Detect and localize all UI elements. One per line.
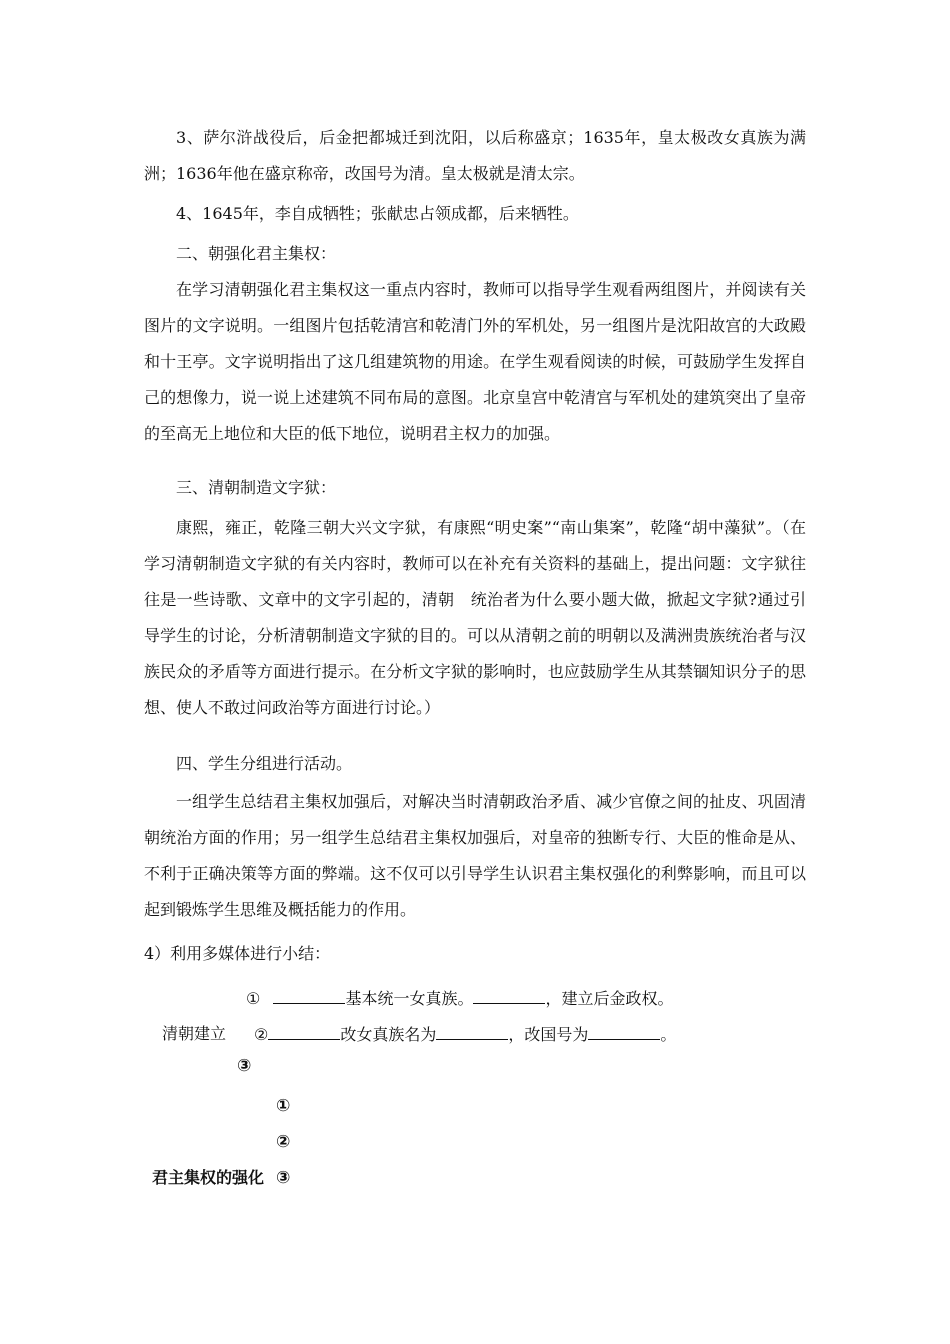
heading-section-2: 二、朝强化君主集权： — [176, 244, 337, 263]
summary-item-1 — [246, 988, 673, 1009]
item-1-text-b: ，建立后金政权。 — [545, 989, 674, 1008]
item-2-text-b: ，改国号为 — [508, 1025, 589, 1044]
blank-field — [273, 988, 345, 1004]
summary-item-2 — [254, 1024, 676, 1045]
group-2-item-3: ③ — [276, 1168, 291, 1188]
group-2-item-2: ② — [276, 1132, 291, 1152]
paragraph-section-3: 康熙，雍正，乾隆三朝大兴文字狱，有康熙“明史案”“南山集案”，乾隆“胡中藻狱”。（在学习清朝制造文字狱的有关内容时，教师可以在补充有关资料的基础上，提出问题：文字狱往往是一些诗歌、文章中的文字引起的，清朝 统治者为什么要小题大做，掀起文字狱?通过引导学生的讨论，分析清朝制造文字狱的目的。可以从清朝之前的明朝以及满洲贵族统治者与汉族民众的矛盾等方面进行提示。在分析文字狱的影响时，也应鼓励学生从其禁锢知识分子的思想、使人不敢过问政治等方面进行讨论。） — [144, 518, 806, 717]
paragraph-3: 3、萨尔浒战役后，后金把都城迁到沈阳，以后称盛京；1635年，皇太极改女真族为满洲；1636年他在盛京称帝，改国号为清。皇太极就是清太宗。 — [144, 128, 806, 183]
blank-field — [588, 1024, 660, 1040]
group-2-item-1: ① — [276, 1096, 291, 1116]
item-1-text-a: 基本统一女真族。 — [345, 989, 474, 1008]
item-2-text-a: 改女真族名为 — [340, 1025, 437, 1044]
paragraph-section-4: 一组学生总结君主集权加强后，对解决当时清朝政治矛盾、减少官僚之间的扯皮、巩固清朝统治方面的作用；另一组学生总结君主集权加强后，对皇帝的独断专行、大臣的惟命是从、不利于正确决策等方面的弊端。这不仅可以引导学生认识君主集权强化的利弊影响，而且可以起到锻炼学生思维及概括能力的作用。 — [144, 792, 806, 919]
heading-section-4: 四、学生分组进行活动。 — [176, 754, 353, 773]
paragraph-4: 4、1645年，李自成牺牲；张献忠占领成都，后来牺牲。 — [176, 204, 579, 223]
blank-field — [436, 1024, 508, 1040]
blank-field — [268, 1024, 340, 1040]
group-label-qing-founding: 清朝建立 — [162, 1024, 227, 1043]
item-2-text-c: 。 — [660, 1025, 677, 1044]
summary-item-3: ③ — [237, 1056, 252, 1076]
heading-section-3: 三、清朝制造文字狱： — [176, 478, 337, 497]
summary-title: 4）利用多媒体进行小结： — [144, 944, 331, 963]
group-label-centralization: 君主集权的强化 — [152, 1168, 265, 1187]
paragraph-section-2: 在学习清朝强化君主集权这一重点内容时，教师可以指导学生观看两组图片，并阅读有关图片的文字说明。一组图片包括乾清宫和乾清门外的军机处，另一组图片是沈阳故宫的大政殿和十王亭。文字说明指出了这几组建筑物的用途。在学生观看阅读的时候，可鼓励学生发挥自己的想像力，说一说上述建筑不同布局的意图。北京皇宫中乾清宫与军机处的建筑突出了皇帝的至高无上地位和大臣的低下地位，说明君主权力的加强。 — [144, 280, 806, 443]
item-1-number: ① — [246, 989, 261, 1008]
item-2-number: ② — [254, 1025, 269, 1044]
blank-field — [473, 988, 545, 1004]
